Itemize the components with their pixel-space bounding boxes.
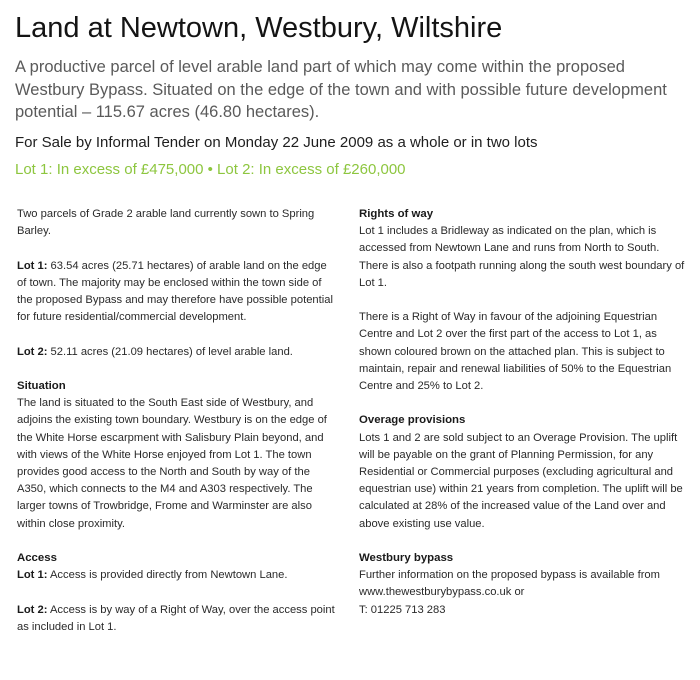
- page-subtitle: A productive parcel of level arable land part of which may come within the proposed Westbury Bypass. Situated on the edge of the town and with possible future development potential – 115.67 acres (46.80 hectares).: [15, 58, 667, 121]
- lot1-paragraph: [17, 258, 339, 327]
- price-line: Lot 1: In excess of £475,000 • Lot 2: In excess of £260,000: [15, 161, 406, 178]
- bypass-phone: T: 01225 713 283: [359, 603, 446, 616]
- access-lot1-label: Lot 1:: [17, 569, 48, 582]
- lot2-label: Lot 2:: [17, 345, 48, 358]
- situation-text: The land is situated to the South East side of Westbury, and adjoins the existing town boundary. Westbury is on the edge of the White Horse escarpment with Salisbury Plain beyond, and with views of the White Horse enjoyed from Lot 1. The town provides good access to the North and South by way of the A350, which connects to the M4 and A303 respectively. The larger towns of Trowbridge, Frome and Warminster are also within close proximity.: [17, 397, 327, 530]
- right-column: [359, 206, 689, 619]
- page-title: Land at Newtown, Westbury, Wiltshire: [15, 12, 503, 44]
- access-lot1-paragraph: [17, 567, 339, 584]
- rights-of-way-heading: Rights of way: [359, 208, 434, 220]
- intro-paragraph: Two parcels of Grade 2 arable land currently sown to Spring Barley.: [17, 208, 315, 238]
- overage-heading: Overage provisions: [359, 414, 466, 427]
- lot1-text: 63.54 acres (25.71 hectares) of arable land on the edge of town. The majority may be enclosed within the town side of the proposed Bypass and may therefore have possible potential for future residential/commercial development.: [17, 259, 333, 324]
- access-lot2-paragraph: [17, 602, 339, 636]
- sale-line: For Sale by Informal Tender on Monday 22 June 2009 as a whole or in two lots: [15, 134, 538, 151]
- rights-of-way-text-1: Lot 1 includes a Bridleway as indicated on the plan, which is accessed from Newtown Lane and runs from North to South. There is also a footpath running along the south west boundary of Lot 1.: [359, 225, 685, 289]
- bypass-heading: Westbury bypass: [359, 552, 454, 565]
- access-heading: Access: [17, 552, 57, 564]
- lot2-text: 52.11 acres (21.09 hectares) of level arable land.: [47, 345, 293, 358]
- rights-of-way-text-2: There is a Right of Way in favour of the adjoining Equestrian Centre and Lot 2 over the first part of the access to Lot 1, as shown coloured brown on the attached plan. This is subject to maintain, repair and renewal liabilities of 50% to the Equestrian Centre and 25% to Lot 2.: [359, 311, 672, 393]
- left-column: [17, 206, 339, 653]
- access-lot1-text: Access is provided directly from Newtown Lane.: [47, 569, 288, 582]
- lot1-label: Lot 1:: [17, 259, 48, 272]
- bypass-text: Further information on the proposed bypass is available from www.thewestburybypass.co.uk or: [359, 569, 660, 599]
- overage-text: Lots 1 and 2 are sold subject to an Overage Provision. The uplift will be payable on the grant of Planning Permission, for any Residential or Commercial purposes (excluding agricultural and equestrian use) within 21 years from completion. The uplift will be calculated at 28% of the increased value of the Land over and above existing use value.: [359, 431, 683, 530]
- situation-heading: Situation: [17, 379, 66, 392]
- lot2-paragraph: [17, 344, 339, 361]
- access-lot2-text: Access is by way of a Right of Way, over the access point as included in Lot 1.: [17, 603, 335, 633]
- access-lot2-label: Lot 2:: [17, 603, 48, 616]
